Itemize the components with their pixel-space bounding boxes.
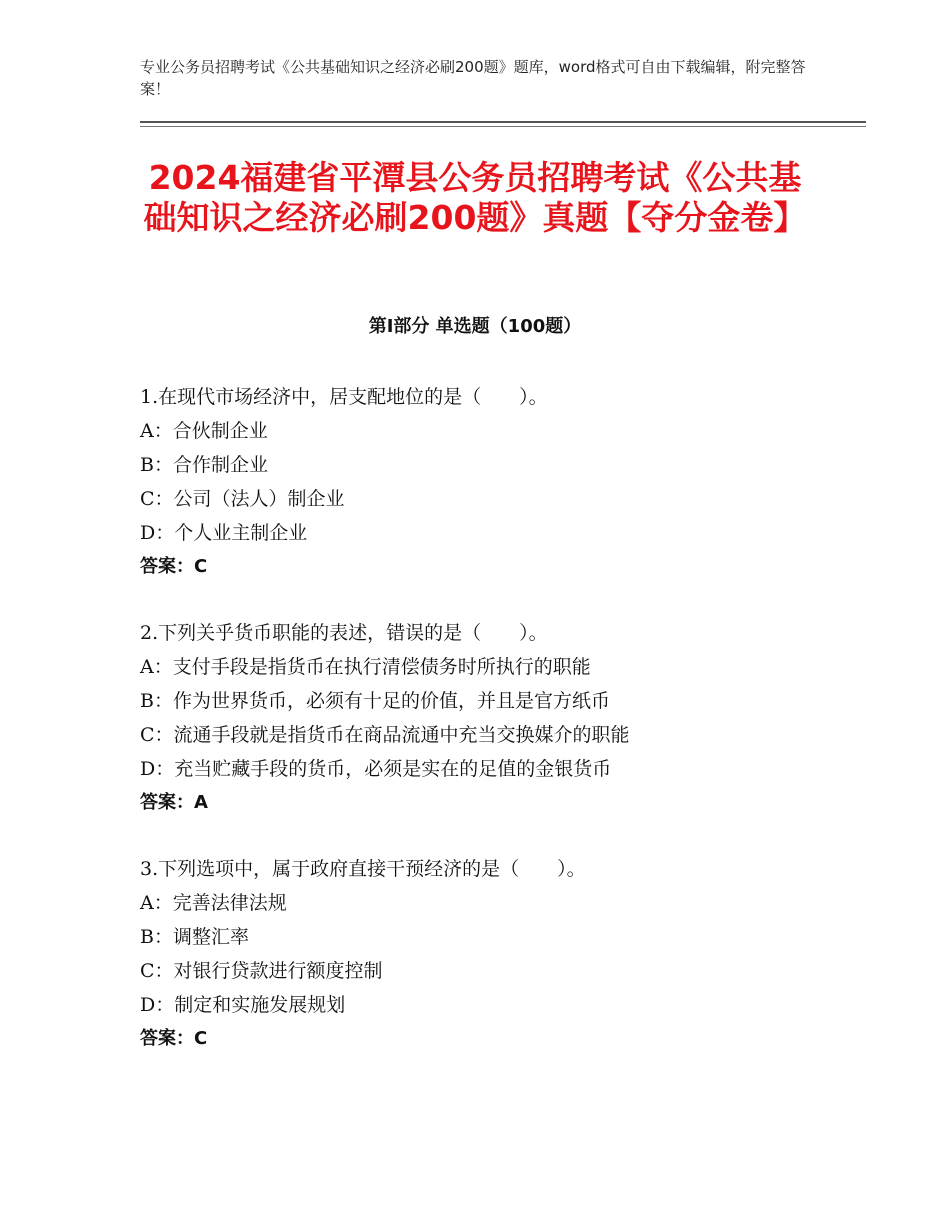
question-list	[140, 380, 866, 1088]
option-c: C：流通手段就是指货币在商品流通中充当交换媒介的职能	[140, 724, 630, 746]
question-3	[140, 852, 866, 1056]
option-b: B：合作制企业	[140, 454, 268, 476]
option-c: C：公司（法人）制企业	[140, 488, 345, 510]
option-a: A：完善法律法规	[140, 892, 287, 914]
question-1	[140, 380, 866, 584]
answer: 答案：A	[140, 792, 208, 813]
section-heading: 第Ⅰ部分 单选题（100题）	[368, 316, 582, 337]
option-c: C：对银行贷款进行额度控制	[140, 960, 383, 982]
option-b: B：调整汇率	[140, 926, 249, 948]
question-2	[140, 616, 866, 820]
document-title: 2024福建省平潭县公务员招聘考试《公共基础知识之经济必刷200题》真题【夺分金卷】	[143, 158, 807, 237]
header-divider-thick	[140, 121, 866, 123]
question-stem: 2.下列关乎货币职能的表述，错误的是（ ）。	[140, 622, 548, 644]
answer: 答案：C	[140, 1028, 208, 1049]
question-stem: 3.下列选项中，属于政府直接干预经济的是（ ）。	[140, 858, 586, 880]
option-b: B：作为世界货币，必须有十足的价值，并且是官方纸币	[140, 690, 610, 712]
option-d: D：充当贮藏手段的货币，必须是实在的足值的金银货币	[140, 758, 612, 780]
option-a: A：支付手段是指货币在执行清偿债务时所执行的职能	[140, 656, 591, 678]
answer: 答案：C	[140, 556, 208, 577]
option-a: A：合伙制企业	[140, 420, 268, 442]
header-note: 专业公务员招聘考试《公共基础知识之经济必刷200题》题库，word格式可自由下载编辑，附完整答案！	[140, 58, 806, 98]
option-d: D：个人业主制企业	[140, 522, 308, 544]
question-stem: 1.在现代市场经济中，居支配地位的是（ ）。	[140, 386, 548, 408]
option-d: D：制定和实施发展规划	[140, 994, 346, 1016]
header-divider-thin	[140, 126, 866, 127]
